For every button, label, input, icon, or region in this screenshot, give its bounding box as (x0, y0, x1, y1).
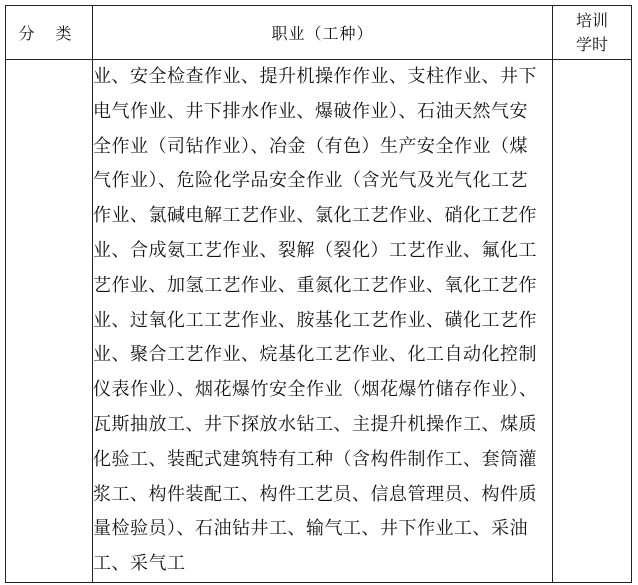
occupation-line: 量检验员）、石油钻井工、输气工、井下作业工、采油 (93, 518, 528, 540)
body-row (6, 60, 632, 583)
occupation-line: 业、合成氨工艺作业、裂解（裂化）工艺作业、氟化工 (93, 239, 537, 261)
occupation-line: 电气作业、井下排水作业、爆破作业）、石油天然气安 (93, 100, 528, 122)
occupation-line: 工、采气工 (93, 553, 186, 575)
occupation-line: 化验工、装配式建筑特有工种（含构件制作工、套筒灌 (93, 448, 537, 470)
occupation-line: 业、聚合工艺作业、烷基化工艺作业、化工自动化控制 (93, 344, 537, 366)
header-training-hours (553, 6, 632, 60)
occupation-line: 业、安全检查作业、提升机操作作业、支柱作业、井下 (93, 66, 537, 87)
occupation-line: 浆工、构件装配工、构件工艺员、信息管理员、构件质 (93, 483, 537, 505)
occupation-line: 业、过氧化工工艺作业、胺基化工艺作业、磺化工艺作 (93, 309, 537, 331)
hours-cell (553, 60, 632, 583)
occupation-line: 仪表作业）、烟花爆竹安全作业（烟花爆竹储存作业）、 (93, 379, 538, 401)
header-row (6, 6, 632, 60)
category-cell (6, 60, 93, 583)
occupation-line: 气作业）、危险化学品安全作业（含光气及光气化工艺 (93, 170, 528, 192)
occupation-line: 全作业（司钻作业）、冶金（有色）生产安全作业（煤 (93, 135, 528, 157)
occupation-line: 艺作业、加氢工艺作业、重氮化工艺作业、氧化工艺作 (93, 274, 537, 296)
occupation-line: 作业、氯碱电解工艺作业、氯化工艺作业、硝化工艺作 (93, 205, 537, 227)
header-training-hours-line1: 培训 (575, 10, 608, 30)
occupation-line: 瓦斯抽放工、井下探放水钻工、主提升机操作工、煤质 (93, 413, 537, 435)
occupation-table (5, 5, 632, 583)
header-category: 分 类 (6, 6, 93, 60)
occupation-cell (93, 60, 553, 583)
header-training-hours-line2: 学时 (575, 34, 608, 54)
header-occupation: 职业（工种） (93, 6, 553, 60)
